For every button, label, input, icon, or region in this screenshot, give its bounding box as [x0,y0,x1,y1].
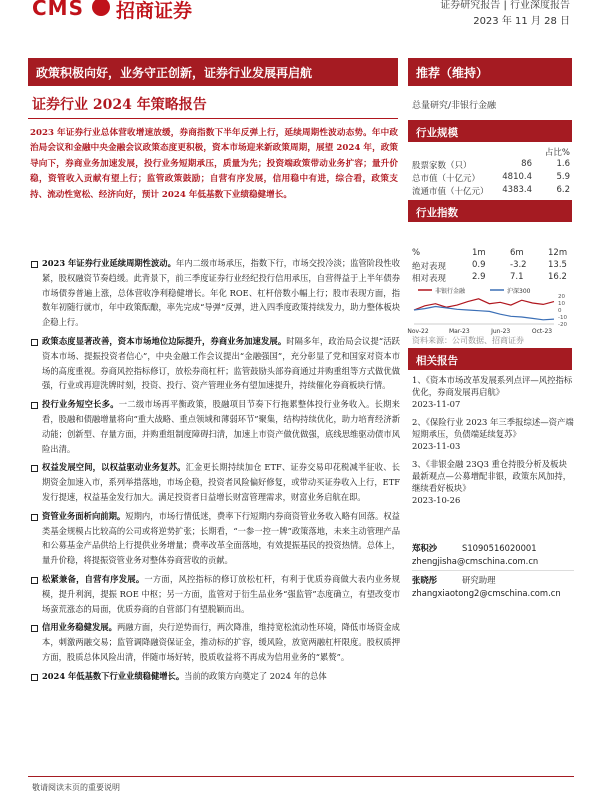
related-report-item[interactable] [412,458,574,506]
analyst-name: 张晓彤 [412,575,438,585]
y-tick-label: -10 [558,315,567,321]
index-cell: 13.5 [548,260,567,270]
scale-pct: 6.2 [556,185,570,195]
index-performance-chart [407,286,574,335]
section-heading-text: 行业指数 [416,207,458,219]
section-heading-text: 行业规模 [416,127,458,139]
index-col-header: % [412,248,421,258]
bullet-item [30,334,400,393]
rating-text: 推荐（维持） [416,66,489,80]
footer-note: 敬请阅读末页的重要说明 [32,783,120,792]
series-line [414,299,554,310]
section-heading-related [408,348,572,370]
logo-emblem-icon [92,0,110,16]
analyst-row [412,574,574,587]
footer-divider [28,776,574,777]
index-row [412,272,572,284]
related-report-item[interactable] [412,416,574,452]
legend-label: 非银行金融 [435,288,466,295]
related-report-date: 2023-10-26 [412,495,461,505]
company-logo [32,0,212,20]
analyst-divider [412,570,574,571]
bullet-item [30,509,400,568]
bullet-item [30,620,400,664]
y-tick-label: 10 [558,301,565,307]
scale-table [412,146,572,198]
analyst-email[interactable]: zhengjisha@cmschina.com.cn [412,556,539,566]
related-report-item[interactable] [412,374,574,410]
index-table [412,248,572,284]
index-header-row [412,248,572,260]
related-report-date: 2023-11-03 [412,441,461,451]
bullet-title: 松紧兼备，自营有序发展。 [42,573,145,584]
scale-pct: 1.6 [556,159,570,169]
logo-chinese-text: 招商证券 [116,0,193,22]
index-col-header: 12m [548,248,568,258]
scale-row [412,172,572,185]
index-cell: 2.9 [472,272,486,282]
x-tick-label: Jun-23 [491,328,511,335]
bullet-title: 投行业务短空长多。 [42,399,119,410]
bullet-title: 资管业务面析向前期。 [42,510,126,521]
scale-label: 股票家数（只） [412,161,472,171]
bullet-body: 汇金更长期持续加仓 ETF、证券交易印花税减半征收、长期资金加速入市，系列举措落地，市场企稳，投资者风险偏好修复，或带动买证券收入上行，ETF 发行提速，权益基金发行加大。满足投资者日益增长财富管理需求，财富业务启航在即。 [42,462,400,502]
x-tick-label: Mar-23 [448,328,470,335]
title-divider [28,118,398,119]
index-cell: 16.2 [548,272,567,282]
bullet-body: 一二级市场再平衡政策，股融项目节奏下行拖累整体投行业务收入。长期来看，股融和债融增量将向“重大战略、重点领域和薄弱环节”聚集，结构持续优化，助力培育经济新动能；创新型、存量方面，并购重组制度障碍扫清，加速上市资产做优做强，底线思维驱动债市风险出清。 [42,399,400,454]
analyst-name: 郑积沙 [412,543,438,553]
index-cell: 绝对表现 [412,262,447,272]
report-title: 证券行业 2024 年策略报告 [32,97,207,113]
scale-header-row [412,146,572,159]
bullet-item [30,460,400,504]
bullet-body: 一方面，风控指标的修订放松杠杆，有利于优质券商做大表内业务规模，提升利润，提振 ROE 中枢；另一方面，监管对于衍生品业务“强监管”态度确立，有望改变市场蛮荒涨态的局面，优质券商的自营部门有望脱颖而出。 [42,573,400,614]
index-cell: 7.1 [510,272,524,282]
bullet-body: 时隔多年，政治局会议提“活跃资本市场、提振投资者信心”，中央金融工作会议提出“金融强国”，充分彰显了党和国家对资本市场的高度重视。券商风控指标修订，放松券商杠杆；监管鼓励头部券商通过并购重组等方式做优做强，行业或再迎洗牌时刻，投资、投行、资产管理业务有望加速提升，持续催化券商板块行情。 [42,335,400,391]
y-tick-label: -20 [558,322,567,328]
chart-source-note: 资料来源：公司数据、招商证券 [412,336,524,345]
related-reports-list [412,374,574,512]
x-tick-label: Nov-22 [407,328,429,335]
bullet-title: 2024 年低基数下行业业绩稳健增长。 [42,670,185,681]
bullet-body: 两融方面，央行逆势而行，两次降准，维持宽松流动性环境，降低市场资金成本，刺激两融交易；监管调降融资保证金，推动标的扩容，缓风险，放宽两融杠杆限度。股权质押方面，股质总体风险出清，伴随市场好转，股质收益将不再成为信用业务的“累赘”。 [42,622,400,662]
section-heading-index [408,200,572,222]
index-row [412,260,572,272]
bullet-title: 2023 年证券行业延续周期性波动。 [42,258,176,268]
scale-value: 86 [521,159,532,169]
related-report-title: 2、《保险行业 2023 年三季报综述—资产端短期承压，负债端延续复苏》 [412,417,574,439]
section-heading-text: 相关报告 [416,355,458,367]
logo-cms-text: CMS [32,0,84,20]
bullet-item [30,572,400,616]
scale-value: 4810.4 [502,172,532,182]
headline-text: 政策积极向好，业务守正创新，证券行业发展再启航 [36,66,313,80]
x-tick-label: Oct-23 [531,328,553,335]
analyst-role: 研究助理 [462,575,496,585]
index-col-header: 1m [472,248,486,258]
report-type: 证券研究报告 | 行业深度报告 [440,0,570,11]
scale-row [412,159,572,172]
y-tick-label: 0 [558,308,562,314]
industry-label: 总量研究/非银行金融 [412,101,497,111]
analyst-block [412,542,574,599]
legend-label: 沪深300 [507,288,531,295]
bullet-body: 当前的政策方向奠定了 2024 年的总体 [184,670,327,681]
rating-bar [408,58,572,86]
pct-column-header: 占比% [544,148,570,158]
headline-bar [28,58,398,86]
bullet-title: 政策态度显著改善，资本市场地位边际提升，券商业务加速发展。 [42,335,287,346]
related-report-title: 1、《资本市场改革发展系列点评—风控指标优化，券商发展再启航》 [412,375,573,397]
scale-row [412,185,572,198]
bullet-item [30,669,400,684]
bullet-body: 短期内，市场行情低迷，费率下行短期内券商资管业务收入略有回落。权益类基金规模占比较高的公司或将逆势扩张；长期看，“一参一控一牌”政策落地，未来主动管理产品和公募基金产品供给上行提供业务增量；费率改革全面落地，有效提振基民的投资热情。总体上，量升价稳，将提振资管业务对整体券商营收的贡献。 [42,510,400,566]
bullet-item [30,256,400,330]
bullet-list [30,256,400,688]
scale-value: 4383.4 [502,185,532,195]
scale-pct: 5.9 [556,172,570,182]
series-line [414,307,554,320]
bullet-item [30,397,400,456]
report-date: 2023 年 11 月 28 日 [473,16,570,27]
section-heading-scale [408,120,572,142]
scale-label: 总市值（十亿元） [412,174,481,184]
analyst-row [412,542,574,555]
summary-paragraph: 2023 年证券行业总体营收增速放缓，券商指数下半年反弹上行，延续周期性波动态势。年中政治局会议和金融中央金融会议政策态度更积极，资本市场迎来新政策周期，展望 2024 年，政策导向下，券商业务加速发展，投行业务短期承压，质量为先；投资端政策带动业务扩容；量升价稳，资管收入贡献有望上行；监管政策鼓励；自营有序发展，信用稳中有进，综合看，政策支持、流动性宽松、经济向好，预计 2024 年低基数下业绩稳健增长。 [30,128,398,200]
analyst-email[interactable]: zhangxiaotong2@cmschina.com.cn [412,588,561,598]
index-cell: 0.9 [472,260,486,270]
related-report-title: 3、《非银金融 23Q3 重仓持股分析及板块最新观点—公募增配非银，政策东风加持，继续看好板块》 [412,459,572,493]
index-col-header: 6m [510,248,524,258]
bullet-title: 权益发展空间，以权益驱动业务复苏。 [42,462,186,473]
related-report-date: 2023-11-07 [412,399,461,409]
bullet-title: 信用业务稳健发展。 [42,622,117,633]
scale-label: 流通市值（十亿元） [412,187,489,197]
y-tick-label: 20 [558,294,565,300]
top-header [0,0,600,27]
bullet-body: 年内二级市场承压，指数下行，市场交投冷淡；监管阶段性收紧，股权融资节奏趋缓。此背景下，前三季度证券行业经纪投行信用承压，自营得益于上半年债券市场债券普遍上涨，总体营收净利稳健增长。年化 ROE、杠杆倍数小幅上行；股市表现方面，指数年初随行就市，年中政策酝酿，率先完成“导弹”反弹，进入四季度政策持续发力，助力整体板块企稳上行。 [42,258,400,328]
index-cell: 相对表现 [412,274,447,284]
analyst-code: S1090516020001 [462,543,537,553]
index-cell: -3.2 [510,260,527,270]
